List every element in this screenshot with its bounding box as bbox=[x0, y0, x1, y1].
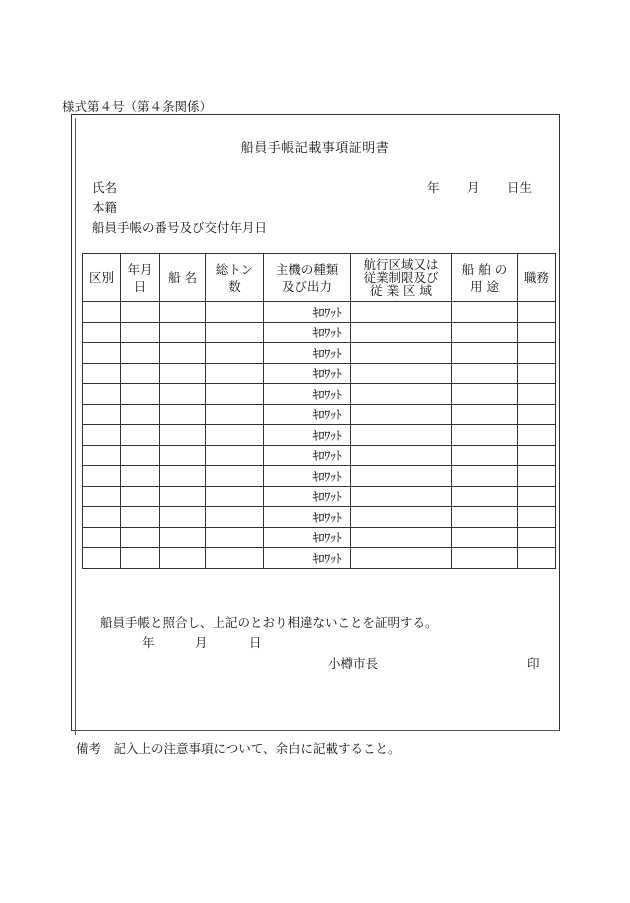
table-cell[interactable] bbox=[121, 384, 160, 405]
table-cell[interactable] bbox=[351, 548, 452, 569]
table-header-row bbox=[83, 254, 556, 302]
table-cell[interactable] bbox=[351, 527, 452, 548]
form-number-label: 様式第４号（第４条関係） bbox=[62, 99, 213, 114]
table-cell[interactable] bbox=[518, 363, 556, 384]
table-cell[interactable] bbox=[518, 343, 556, 364]
table-cell[interactable] bbox=[206, 527, 264, 548]
table-row bbox=[83, 445, 556, 466]
table-cell[interactable] bbox=[518, 486, 556, 507]
header-ship-name: 船 名 bbox=[160, 254, 206, 302]
table-cell[interactable] bbox=[518, 425, 556, 446]
book-number-label: 船員手帳の番号及び交付年月日 bbox=[92, 220, 268, 235]
kilowatt-unit-label: ｷﾛﾜｯﾄ bbox=[312, 427, 342, 443]
engine-output-cell[interactable] bbox=[264, 486, 351, 507]
kilowatt-unit-label: ｷﾛﾜｯﾄ bbox=[312, 325, 342, 341]
table-row bbox=[83, 466, 556, 487]
table-cell[interactable] bbox=[160, 322, 206, 343]
table-cell[interactable] bbox=[351, 404, 452, 425]
engine-output-cell[interactable] bbox=[264, 363, 351, 384]
table-cell[interactable] bbox=[160, 466, 206, 487]
table-cell[interactable] bbox=[518, 445, 556, 466]
kilowatt-unit-label: ｷﾛﾜｯﾄ bbox=[312, 489, 342, 505]
engine-output-cell[interactable] bbox=[264, 527, 351, 548]
table-cell[interactable] bbox=[160, 527, 206, 548]
kilowatt-unit-label: ｷﾛﾜｯﾄ bbox=[312, 386, 342, 402]
cert-year-label: 年 bbox=[142, 635, 155, 650]
table-row bbox=[83, 507, 556, 528]
table-cell[interactable] bbox=[206, 343, 264, 364]
header-area: 航行区域又は 従業制限及び 従 業 区 域 bbox=[351, 254, 452, 302]
engine-output-cell[interactable] bbox=[264, 322, 351, 343]
table-cell[interactable] bbox=[206, 466, 264, 487]
table-cell[interactable] bbox=[83, 302, 121, 323]
table-cell[interactable] bbox=[83, 322, 121, 343]
table-cell[interactable] bbox=[452, 343, 518, 364]
table-cell[interactable] bbox=[206, 486, 264, 507]
table-cell[interactable] bbox=[83, 343, 121, 364]
table-cell[interactable] bbox=[518, 302, 556, 323]
engine-output-cell[interactable] bbox=[264, 425, 351, 446]
kilowatt-unit-label: ｷﾛﾜｯﾄ bbox=[312, 366, 342, 382]
kilowatt-unit-label: ｷﾛﾜｯﾄ bbox=[312, 304, 342, 320]
table-cell[interactable] bbox=[206, 548, 264, 569]
table-cell[interactable] bbox=[452, 486, 518, 507]
table-row bbox=[83, 404, 556, 425]
engine-output-cell[interactable] bbox=[264, 466, 351, 487]
table-cell[interactable] bbox=[206, 507, 264, 528]
table-cell[interactable] bbox=[452, 363, 518, 384]
footer-note: 備考 記入上の注意事項について、余白に記載すること。 bbox=[76, 741, 401, 756]
certification-statement: 船員手帳と照合し、上記のとおり相違ないことを証明する。 bbox=[100, 615, 438, 630]
engine-output-cell[interactable] bbox=[264, 445, 351, 466]
table-cell[interactable] bbox=[351, 445, 452, 466]
table-cell[interactable] bbox=[452, 425, 518, 446]
table-cell[interactable] bbox=[206, 363, 264, 384]
table-cell[interactable] bbox=[121, 466, 160, 487]
table-cell[interactable] bbox=[121, 527, 160, 548]
table-cell[interactable] bbox=[121, 507, 160, 528]
table-cell[interactable] bbox=[452, 384, 518, 405]
table-cell[interactable] bbox=[121, 425, 160, 446]
table-cell[interactable] bbox=[121, 322, 160, 343]
table-row bbox=[83, 548, 556, 569]
table-cell[interactable] bbox=[83, 445, 121, 466]
table-cell[interactable] bbox=[121, 445, 160, 466]
table-cell[interactable] bbox=[83, 404, 121, 425]
table-cell[interactable] bbox=[452, 445, 518, 466]
service-record-table bbox=[82, 253, 556, 569]
table-cell[interactable] bbox=[83, 425, 121, 446]
table-cell[interactable] bbox=[121, 548, 160, 569]
table-cell[interactable] bbox=[160, 548, 206, 569]
table-cell[interactable] bbox=[206, 445, 264, 466]
table-cell[interactable] bbox=[160, 302, 206, 323]
table-cell[interactable] bbox=[452, 302, 518, 323]
engine-output-cell[interactable] bbox=[264, 548, 351, 569]
header-kubetsu: 区別 bbox=[83, 254, 121, 302]
table-cell[interactable] bbox=[351, 363, 452, 384]
table-cell[interactable] bbox=[121, 302, 160, 323]
seal-mark: 印 bbox=[527, 656, 540, 671]
table-cell[interactable] bbox=[518, 548, 556, 569]
table-cell[interactable] bbox=[452, 548, 518, 569]
table-cell[interactable] bbox=[518, 527, 556, 548]
kilowatt-unit-label: ｷﾛﾜｯﾄ bbox=[312, 345, 342, 361]
table-cell[interactable] bbox=[83, 466, 121, 487]
table-cell[interactable] bbox=[206, 302, 264, 323]
table-cell[interactable] bbox=[518, 322, 556, 343]
table-cell[interactable] bbox=[452, 527, 518, 548]
kilowatt-unit-label: ｷﾛﾜｯﾄ bbox=[312, 530, 342, 546]
table-cell[interactable] bbox=[206, 404, 264, 425]
kilowatt-unit-label: ｷﾛﾜｯﾄ bbox=[312, 448, 342, 464]
kilowatt-unit-label: ｷﾛﾜｯﾄ bbox=[312, 407, 342, 423]
table-cell[interactable] bbox=[351, 302, 452, 323]
table-cell[interactable] bbox=[83, 527, 121, 548]
table-row bbox=[83, 363, 556, 384]
table-cell[interactable] bbox=[518, 466, 556, 487]
kilowatt-unit-label: ｷﾛﾜｯﾄ bbox=[312, 550, 342, 566]
table-cell[interactable] bbox=[351, 384, 452, 405]
table-cell[interactable] bbox=[83, 363, 121, 384]
kilowatt-unit-label: ｷﾛﾜｯﾄ bbox=[312, 468, 342, 484]
table-cell[interactable] bbox=[351, 322, 452, 343]
table-cell[interactable] bbox=[160, 404, 206, 425]
table-cell[interactable] bbox=[160, 486, 206, 507]
header-tonnage: 総トン 数 bbox=[206, 254, 264, 302]
table-cell[interactable] bbox=[121, 363, 160, 384]
table-cell[interactable] bbox=[351, 507, 452, 528]
birth-month-label: 月 bbox=[467, 180, 480, 195]
table-cell[interactable] bbox=[518, 384, 556, 405]
name-label: 氏名 bbox=[92, 180, 118, 195]
table-cell[interactable] bbox=[351, 343, 452, 364]
domicile-label: 本籍 bbox=[92, 200, 118, 215]
issuer-label: 小樽市長 bbox=[328, 656, 379, 671]
table-body bbox=[83, 302, 556, 569]
table-cell[interactable] bbox=[160, 445, 206, 466]
engine-output-cell[interactable] bbox=[264, 302, 351, 323]
kilowatt-unit-label: ｷﾛﾜｯﾄ bbox=[312, 509, 342, 525]
table-cell[interactable] bbox=[160, 384, 206, 405]
table-cell[interactable] bbox=[206, 322, 264, 343]
table-cell[interactable] bbox=[351, 425, 452, 446]
cert-month-label: 月 bbox=[195, 635, 208, 650]
table-cell[interactable] bbox=[206, 384, 264, 405]
table-row bbox=[83, 322, 556, 343]
table-cell[interactable] bbox=[83, 548, 121, 569]
table-cell[interactable] bbox=[121, 343, 160, 364]
table-cell[interactable] bbox=[83, 507, 121, 528]
header-duty: 職務 bbox=[518, 254, 556, 302]
engine-output-cell[interactable] bbox=[264, 404, 351, 425]
table-cell[interactable] bbox=[206, 425, 264, 446]
table-cell[interactable] bbox=[452, 466, 518, 487]
table-row bbox=[83, 527, 556, 548]
table-cell[interactable] bbox=[452, 404, 518, 425]
table-cell[interactable] bbox=[160, 343, 206, 364]
table-cell[interactable] bbox=[351, 486, 452, 507]
engine-output-cell[interactable] bbox=[264, 384, 351, 405]
table-row bbox=[83, 384, 556, 405]
table-cell[interactable] bbox=[351, 466, 452, 487]
table-row bbox=[83, 302, 556, 323]
table-cell[interactable] bbox=[518, 404, 556, 425]
birth-year-label: 年 bbox=[427, 180, 440, 195]
table-cell[interactable] bbox=[452, 507, 518, 528]
engine-output-cell[interactable] bbox=[264, 507, 351, 528]
header-ship-use: 船 舶 の 用 途 bbox=[452, 254, 518, 302]
table-cell[interactable] bbox=[160, 507, 206, 528]
table-cell[interactable] bbox=[452, 322, 518, 343]
table-row bbox=[83, 486, 556, 507]
table-cell[interactable] bbox=[83, 486, 121, 507]
header-engine: 主機の種類 及び出力 bbox=[264, 254, 351, 302]
frame-shadow-left bbox=[75, 118, 76, 735]
header-date: 年月 日 bbox=[121, 254, 160, 302]
table-cell[interactable] bbox=[83, 384, 121, 405]
table-cell[interactable] bbox=[121, 486, 160, 507]
table-cell[interactable] bbox=[160, 425, 206, 446]
table-cell[interactable] bbox=[121, 404, 160, 425]
engine-output-cell[interactable] bbox=[264, 343, 351, 364]
frame-shadow-bottom bbox=[75, 730, 560, 731]
table-row bbox=[83, 425, 556, 446]
table-row bbox=[83, 343, 556, 364]
table-cell[interactable] bbox=[160, 363, 206, 384]
document-title: 船員手帳記載事項証明書 bbox=[240, 141, 390, 156]
birth-day-label: 日生 bbox=[507, 180, 533, 195]
table-cell[interactable] bbox=[518, 507, 556, 528]
cert-day-label: 日 bbox=[249, 635, 262, 650]
